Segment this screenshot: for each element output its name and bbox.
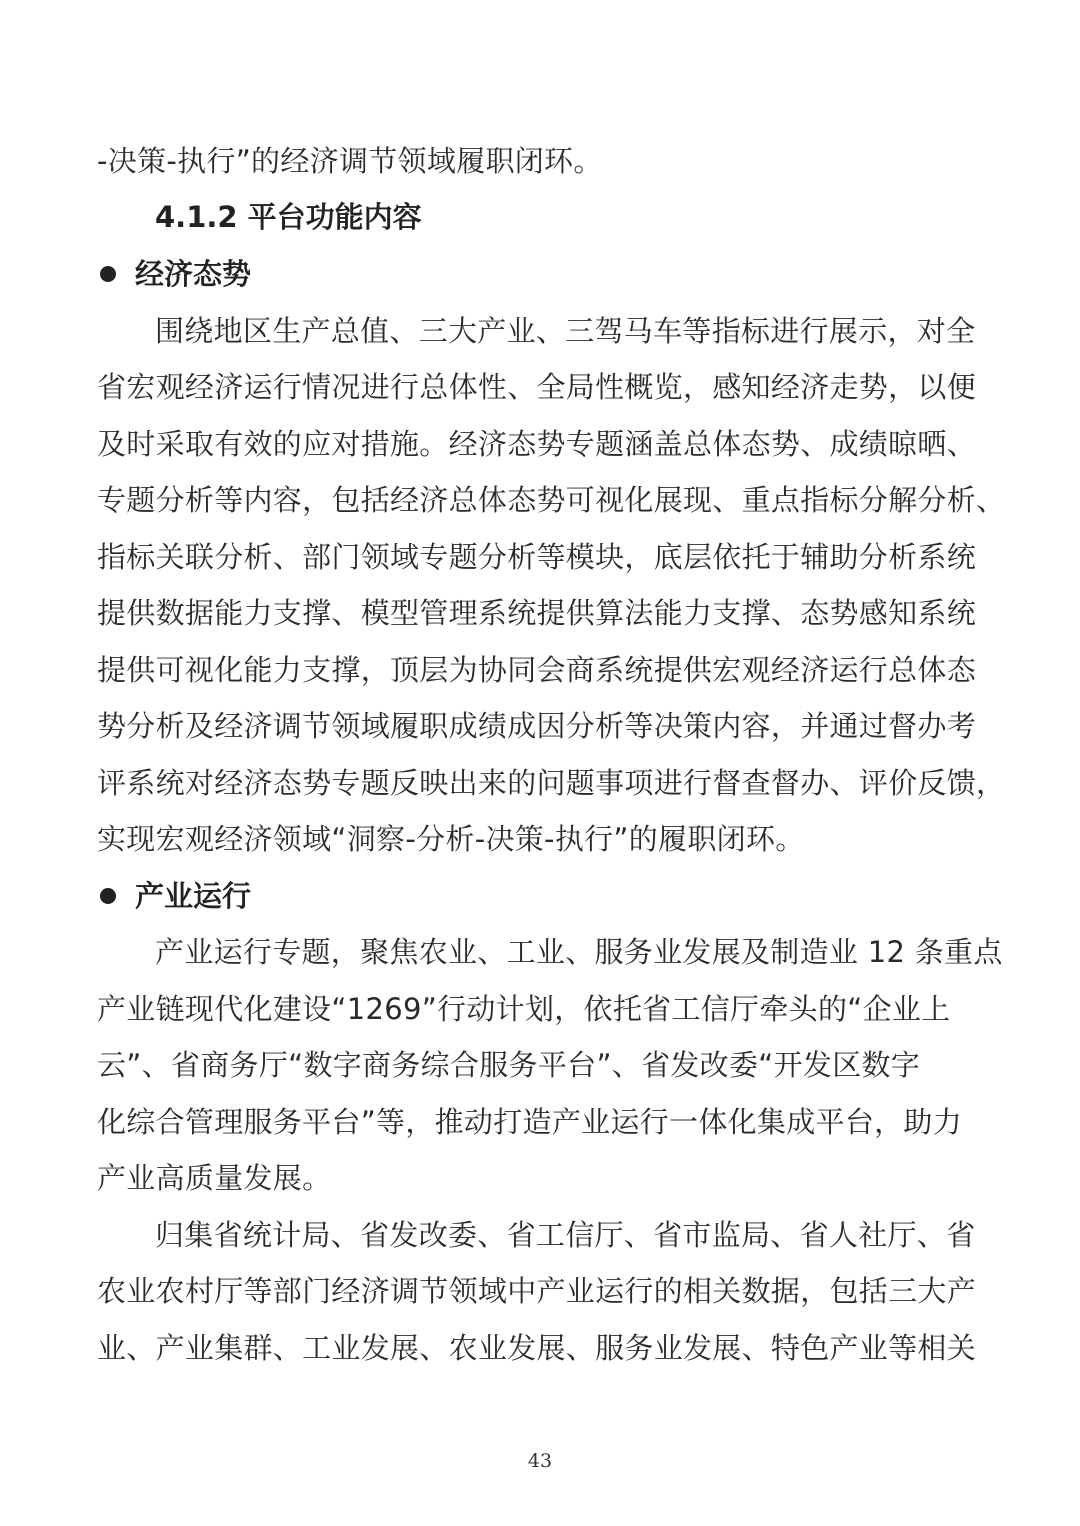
text-line: 化综合管理服务平台”等，推动打造产业运行一体化集成平台，助力 <box>97 1105 963 1139</box>
page-number: 43 <box>527 1450 553 1472</box>
text-line: 提供数据能力支撑、模型管理系统提供算法能力支撑、态势感知系统 <box>97 596 977 630</box>
text-line: 实现宏观经济领域“洞察-分析-决策-执行”的履职闭环。 <box>97 822 805 856</box>
text-line: 业、产业集群、工业发展、农业发展、服务业发展、特色产业等相关 <box>97 1331 977 1365</box>
text-line: 围绕地区生产总值、三大产业、三驾马车等指标进行展示，对全 <box>155 314 976 348</box>
text-line: 及时采取有效的应对措施。经济态势专题涵盖总体态势、成绩晾晒、 <box>97 427 977 461</box>
text-line: 产业运行专题，聚焦农业、工业、服务业发展及制造业 12 条重点 <box>155 935 1003 969</box>
bullet-title: 产业运行 <box>135 879 252 913</box>
bullet-icon <box>100 266 116 282</box>
text-line: 省宏观经济运行情况进行总体性、全局性概览，感知经济走势，以便 <box>97 370 977 404</box>
text-line: 专题分析等内容，包括经济总体态势可视化展现、重点指标分解分析、 <box>97 483 1006 517</box>
text-line: 评系统对经济态势专题反映出来的问题事项进行督查督办、评价反馈， <box>97 766 1006 800</box>
text-line: 产业链现代化建设“1269”行动计划，依托省工信厅牵头的“企业上 <box>97 992 951 1026</box>
text-line: 农业农村厅等部门经济调节领域中产业运行的相关数据，包括三大产 <box>97 1274 977 1308</box>
text-line: 归集省统计局、省发改委、省工信厅、省市监局、省人社厅、省 <box>155 1218 976 1252</box>
bullet-icon <box>100 888 116 904</box>
section-heading: 4.1.2 平台功能内容 <box>155 200 422 234</box>
text-line: 提供可视化能力支撑，顶层为协同会商系统提供宏观经济运行总体态 <box>97 653 977 687</box>
text-line: -决策-执行”的经济调节领域履职闭环。 <box>97 144 603 178</box>
text-line: 云”、省商务厅“数字商务综合服务平台”、省发改委“开发区数字 <box>97 1048 921 1082</box>
bullet-title: 经济态势 <box>135 257 252 291</box>
text-line: 指标关联分析、部门领域专题分析等模块，底层依托于辅助分析系统 <box>97 540 977 574</box>
text-line: 势分析及经济调节领域履职成绩成因分析等决策内容，并通过督办考 <box>97 709 977 743</box>
text-line: 产业高质量发展。 <box>97 1161 332 1195</box>
